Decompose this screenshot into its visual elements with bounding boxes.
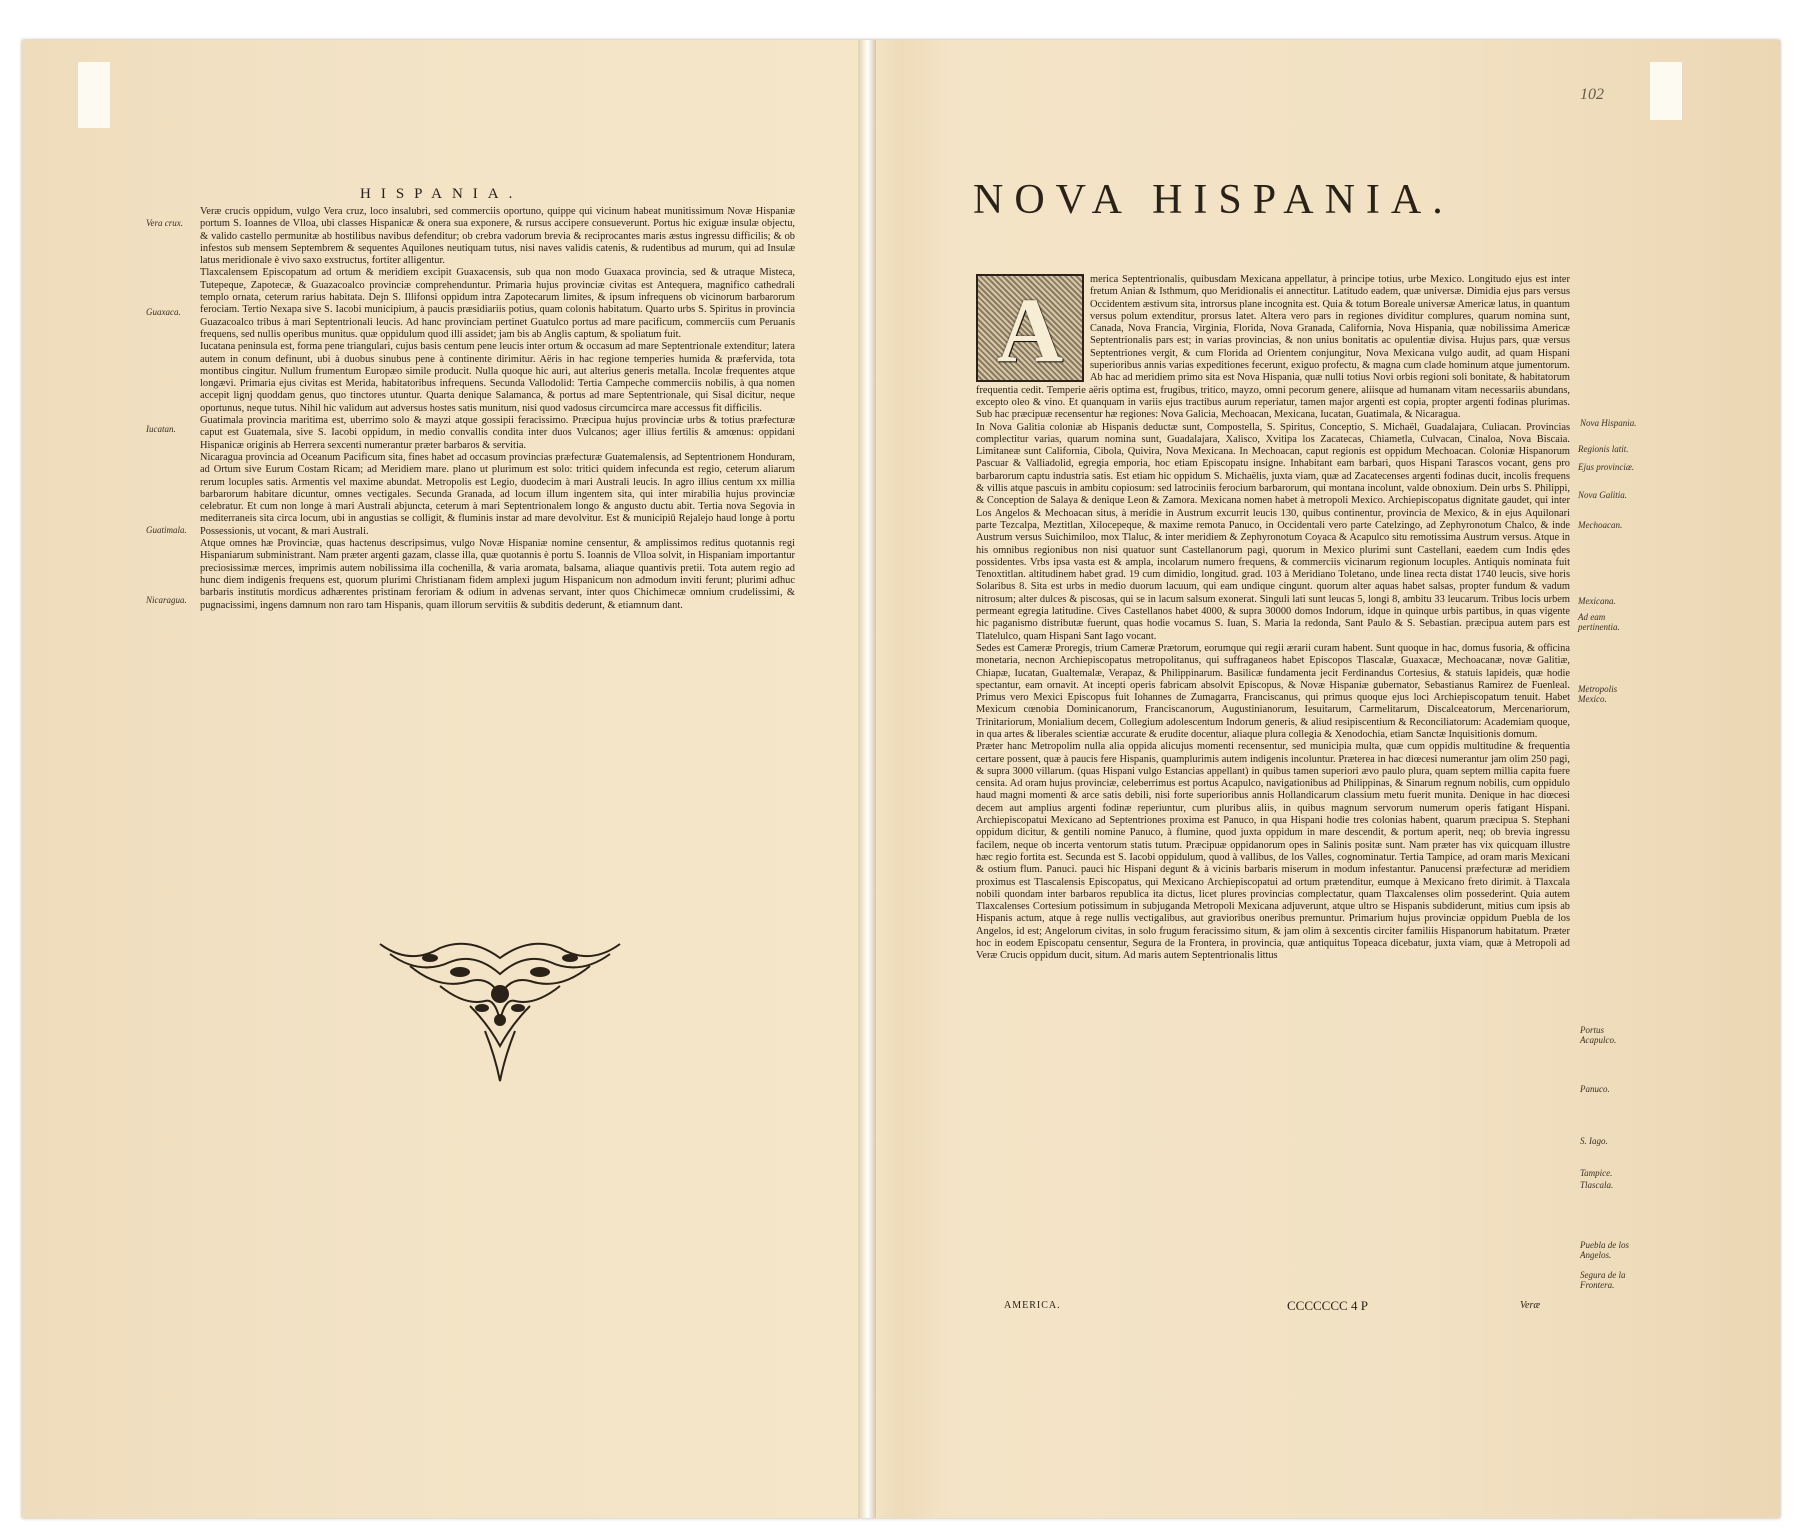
footer-running-title: AMERICA. (1004, 1300, 1061, 1311)
illuminated-initial-letter: A (996, 279, 1064, 381)
paragraph-guaxaca: Tlaxcalensem Episcopatum ad ortum & meridiem excipit Guaxacensis, sub qua non modo Guaxaca provincia, sed & utraque Misteca, Tutepeque, Zapotecæ, & Guazacoalco provinciæ comprehenduntur. Primaria hujus provinciæ civitas est Antequera, magnifico cathedrali templo ornata, ceterum rarius habitata. Dejn S. Illifonsi oppidum intra Zapotecarum limites, & ipsum infrequens ob vicinorum barbarorum ferociam. Tertio Nexapa sive S. Iacobi municipium, à paucis præsidiariis potius, quam colonis habitatum. Quarto urbs S. Spiritus in provincia Guazacoalco tribus à mari Septentrionali leucis. Ad hanc provinciam pertinet Guatulco portus ad mare pacificum, commerciis cum Peruanis frequens, sed nullis operibus munitus. quæ oppidulum quod illi assidet; jam bis ab Anglis captum, & spoliatum fuit. (200, 267, 795, 340)
margin-note: Ad eam pertinentia. (1578, 612, 1620, 632)
margin-note: Tlascala. (1580, 1180, 1614, 1190)
margin-note: Mexicana. (1578, 596, 1616, 606)
margin-note: Tampice. (1580, 1168, 1613, 1178)
margin-note: Guaxaca. (146, 307, 181, 317)
page-title: NOVA HISPANIA. (973, 177, 1454, 223)
paragraph-metropolim: Præter hanc Metropolim nulla alia oppida alicujus momenti recensentur, sed municipia multa, quæ cum oppidis multitudine & frequentia certare possent, quæ à paucis fere Hispanis, quamplurimis autem indigenis incoluntur. Præterea in hac diœcesi numerantur jam olim 250 pagi, & supra 3000 villarum. (quas Hispani vulgo Estancias appellant) in quibus tamen superiori ævo paulo plura, quam septem millia capita fuere censita. Ad oram hujus provinciæ, celeberrimus est portus Acapulco, navigationibus ad Philippinas, & Sinarum regnum nobilis, cum oppidulo haud magni momenti & arce satis debili, nisi forte superioribus annis Hollandicarum classium metu fuerit munita. Denique in hac diœcesi decem aut amplius argenti fodinæ reperiuntur, cum pluribus aliis, in quibus magnum servorum numerum operis fatigant Hispani. Archiepiscopatui Mexicano ad Septentriones proxima est Panuco, in qua Hispani hodie tres colonias habent, quarum præcipua S. Stephani oppidum dicitur, & gentili nomine Panuco, à flumine, quod juxta oppidum in mare descendit, & portum aperit, neq; ob brevia ingressu facilem, neque ob incerta ventorum statis tutum. Præcipuæ oppidanorum opes in Salinis positæ sunt. Nam præter has vix quicquam illustre hæc regio fortita est. Secunda est S. Iacobi oppidulum, quod à vallibus, de los Valles, cognominatur. Tertia Tampice, ad oram maris Mexicani & ostium flum. Panuci. pauci hic Hispani degunt & à vicinis barbaris miserum in modum infestantur. Panucensi præfecturæ ad meridiem proximus est Tlascalensis Episcopatus, qui Mexicano Archiepiscopatui ad ortum prætenditur, eumque à Mexicano freto dirimit. à Tlaxcala nobili quondam inter barbaros republica ita dictus, licet plures provincias complectatur, quam Tlaxcalenses olim possederint. Quia autem Tlaxcalenses Cortesium potissimum in subjuganda Metropoli Mexicana adjuverunt, atque ultro se Hispanis subdiderunt, mitius cum ipsis ab Hispanis actum, atque à rege nullis vectigalibus, aut gravioribus oneribus premuntur. Primarium hujus provinciæ oppidum Puebla de los Angelos, id est; Angelorum civitas, in solo frugum feracissimo situm, & jam olim à sexcentis circiter familiis Hispanorum habitatum. Præter hoc in eodem Episcopatu censentur, Segura de la Frontera, in provincia, quæ antiquitus Topeaca dicebatur, juxta viam, quæ à Metropoli ad Veræ Crucis oppidum ducit, situm. Ad maris autem Septentrionalis littus (976, 741, 1570, 962)
margin-note: Ejus provinciæ. (1578, 462, 1635, 472)
tape-strip-right (1650, 62, 1682, 120)
margin-note: Metropolis Mexico. (1578, 684, 1618, 704)
margin-note: Iucatan. (146, 424, 176, 434)
margin-note: Nova Galitia. (1578, 490, 1627, 500)
tailpiece-ornament (370, 936, 630, 1086)
margin-note: Regionis latit. (1578, 444, 1629, 454)
paragraph-vera-crux: Veræ crucis oppidum, vulgo Vera cruz, loco insalubri, sed commerciis oportuno, quippe qui vicinum habeat munitissimum Novæ Hispaniæ portum S. Ioannes de Vlloa, ubi classes Hispanicæ & onera sua exponere, & rursus accipere consueverunt. Portus hic exiguæ insulæ objectu, & valido castello permunitæ ab hostilibus navibus defenditur; ob crebra vadorum brevia & reciprocantes maris æstus ingressu difficilis; & ob infestos sub mensem Septembrem & sequentes Aquilones neutiquam tutus, nisi naves validis catenis, & rudentibus ad murum, qui ad Insulæ latus meridionale è vivo saxo exstructus, fortiter alligentur. (200, 206, 795, 267)
center-fold (858, 40, 876, 1518)
margin-note: Nicaragua. (146, 595, 187, 605)
tape-strip-left (78, 62, 110, 128)
margin-note: Mechoacan. (1578, 520, 1623, 530)
illuminated-initial (976, 274, 1084, 382)
left-page-header: HISPANIA. (360, 186, 523, 202)
margin-note: Nova Hispania. (1580, 418, 1637, 428)
margin-note: Portus Acapulco. (1580, 1025, 1617, 1045)
paragraph-guatimala: Guatimala provincia maritima est, uberrimo solo & mayzi atque gossipii feracissimo. Præcipua hujus provinciæ urbs & totius præfecturæ caput est Guatemala, sive S. Iacobi oppidum, in medio convallis condita inter duos Vulcanos; ager illius fertilis & amœnus: oppidani Hispanicæ originis ab Herrera sexcenti numerantur præter barbaros & servitia. (200, 415, 795, 451)
margin-note: Panuco. (1580, 1084, 1610, 1094)
margin-note: Puebla de los Angelos. (1580, 1240, 1629, 1260)
paragraph-america-septentrionalis: merica Septentrionalis, quibusdam Mexicana appellatur, à principe totius, urbe Mexico. Longitudo ejus est inter fretum Anian & Isthmum, quo Meridionalis ei annectitur. Latitudo eadem, quæ universæ. Dimidia ejus pars versus Occidentem æstivum sita, introrsus plane incognita est. Quia & totum Boreale universæ Americæ latus, in quantum versus polum extenditur, prorsus latet. Altera vero pars in regiones dividitur complures, quarum nomina sunt, Canada, Nova Francia, Virginia, Florida, Nova Granada, California, Nova Hispania, quæ nobilissima Americæ Septentrionalis pars est; in varias provincias, & non unius bonitatis ac opulentiæ divisa. Hujus pars, quæ versus Septentriones vergit, & cum Florida ad Orientem conjungitur, Nova Mexicana vulgo audit, ad quam Hispani superioribus annis varias expeditiones fecerunt, exiguo profectu, & magna cum clade hominum atque jumentorum. Ab hac ad meridiem primo sita est Nova Hispania, quæ nulli totius Novi orbis regioni soli bonitate, & habitatorum frequentia cedit. Temperie aëris optima est, frugibus, tritico, mayzo, omni pecorum genere, aliisque ad humanam vitam necessariis abundans, excepto oleo & vino. Et quanquam in variis ejus tractibus aurum reperiatur, tamen major argenti est copia, propter argenti fodinas plurimas. Sub hac præcipuæ recensentur hæ regiones: Nova Galicia, Mechoacan, Mexicana, Iucatan, Guatimala, & Nicaragua. (976, 274, 1570, 421)
margin-note: S. Iago. (1580, 1136, 1608, 1146)
margin-note: Segura de la Frontera. (1580, 1270, 1626, 1290)
paragraph-sedes: Sedes est Cameræ Proregis, trium Cameræ Prætorum, eorumque qui regii ærarii curam habent. Sunt quoque in hac, domus fusoria, & officina monetaria, necnon Archiepiscopatus metropolitanus, qui suffraganeos habet Episcopos Tlascalæ, Guaxacæ, Mechoacanæ, novæ Galitiæ, Chiapæ, Iucatan, Gualtemalæ, Verapaz, & Philippinarum. Basilicæ fundamenta jecit Ferdinandus Cortesius, & statuis lapideis, quæ hodie spectantur, eam ornavit. At incepti operis fabricam absolvit Episcopus, & Novæ Hispaniæ gubernator, Sebastianus Ramirez de Fuenleal. Primus vero Mexici Episcopus fuit Iohannes de Zumagarra, Franciscanus, qui primus quoque ejus loci Archiepiscopatum tenuit. Habet Mexicum cœnobia Dominicanorum, Franciscanorum, Augustinianorum, Iesuitarum, Carmelitarum, Discalceatorum, Mercenariorum, Trinitariorum, Monialium decem, Collegium adolescentum Indorum generis, & aliud resipiscentium & Reconciliatorum: Academiam quoque, in qua artes & liberales scientiæ accurate & erudite docentur, aliaque plura collegia & Xenodochia, etiam Sanctæ Inquisitionis domum. (976, 642, 1570, 740)
page-number: 102 (1580, 86, 1604, 103)
paragraph-provinciae: Atque omnes hæ Provinciæ, quas hactenus descripsimus, vulgo Novæ Hispaniæ nomine censentur, & amplissimos reditus quotannis regi Hispaniarum subministrant. Nam præter argenti gazam, classe illa, quæ quotannis è portu S. Ioannis de Vlloa solvit, in Hispaniam importantur preciosissimæ merces, imprimis autem nobilissima illa cochenilla, & varia aromata, balsama, aliaque quantivis pretii. Tota autem regio ad hunc diem indigenis frequens est, quorum plurimi Christianam fidem amplexi jugum Hispanicum non admodum inviti ferunt; plurimi adhuc barbaris institutis mordicus adhærentes pristinam feroriam & odium in advenas servant, inter quos Chichimecæ omnium crudelissimi, & pugnacissimi, ingens damnum non raro tam Hispanis, quam illorum servitiis & subditis dederunt, & etiamnum dant. (200, 538, 795, 611)
paragraph-iucatan: Iucatana peninsula est, forma pene triangulari, cujus basis centum pene leucis inter ortum & occasum ad mare Septentrionale extenditur; latera autem in conum definunt, ubi à duobus sinubus pene à continente dirimitur. Aëris in hac regione temperies humida & præfervida, tota montibus cingitur. Nullum frumentum Europæo simile producit. Nulla quoque hic auri, aut alterius generis metalla. Incolæ frequentes atque longævi. Primaria ejus civitas est Merida, habitatoribus infrequens. Secunda Vallodolid: Tertia Campeche commerciis nobilis, à qua nomen accepit lignj quoddam genus, quo tinctores utuntur. Quarta denique Salamanca, & portus ad mare Septentrionale, qui Sisal dicitur, neque oportunus, neque tutus. Nihil hic validum aut adversus hostes satis munitum, nisi quod vadosus circumcirca mare accessus fit difficilis. (200, 341, 795, 414)
paragraph-nicaragua: Nicaragua provincia ad Oceanum Pacificum sita, fines habet ad occasum provincias præfecturæ Guatemalensis, ad Septentrionem Honduram, ad Ortum sive Eurum Costam Ricam; ad Meridiem mare. plano ut plurimum est solo: tritici quidem infecunda est regio, ceterum aliarum rerum locuples satis. Armentis vel maxime abundat. Metropolis est Legio, duodecim à mari Australi leucis. In agro illius centum xx millia barbarorum habitare dicuntur, omnes vectigales. Secunda Granada, ad locum illum ingentem sita, qui inter mirabilia hujus provinciæ celebratur. Et cum non longe à mari Australi abjuncta, ceterum à mari Septentrionalem longo & angusto ductu abit. Tertia nova Segovia in mediterraneis sita circa locum, ubi in angustias se colligit, & fluminis instar ad mare devolvitur. Est & municipiū Rejalejo haud longe à portu Possessionis, ut vocant, & mari Australi. (200, 451, 795, 537)
footer-signature-mark: CCCCCCC 4 P (1287, 1298, 1368, 1313)
footer-catchword: Veræ (1520, 1300, 1540, 1311)
margin-note: Guatimala. (146, 525, 187, 535)
paragraph-nova-galitia: In Nova Galitia coloniæ ab Hispanis deductæ sunt, Compostella, S. Spiritus, Conceptio, S. Michaël, Guadalajara, Culiacan. Provincias complectitur varias, quarum nomina sunt, Guadalajara, Xalisco, Xvitipa los Zacatecas, Chiametla, Culvacan, Cinaloa, Nova Biscaia. Limitaneæ sunt California, Cibola, Quivira, Nova Mexicana. In Mechoacan, caput regionis est oppidum Mechoacan. Coloniæ Hispanorum Pascuar & Valliadolid, egregia emporia, hoc etiam Episcopatu insigne. Inhabitant eam barbari, quos Hispani Tarascos vocant, gens pro barbarorum captu industria satis. Est etiam hic oppidum S. Michaëlis, juxta viam, quæ ad Zacatecenses argenti fodinas ducit, incolis frequens & villis atque pascuis in ambitu copiosum: sed latrociniis ferocium barbarorum, qui montana incolunt, valde obnoxium. Dein urbs S. Philippi, & Conception de Salaya & denique Leon & Zamora. Mexicana nomen habet à metropoli Mexico. Archiepiscopatus dignitate gaudet, qui inter Los Angelos & Mechoacan situs, à meridie in Austrum excurrit leucis 130, quibus continentur, provincia de Mexico, & in ejus Aquilonari parte Tezcalpa, Meztitlan, Xilocepeque, & maxime remota Panuco, in Occidentali vero parte Catelzingo, ad Zephyronotum Chalco, & inde Austrum versus Suichimiloo, mox Tlaluc, & inter meridiem & Zephyronotum Coyaca & Acapulco situ remotissima Austrum versus. Atque in his omnibus regionibus non nisi quatuor sunt Castellanorum pagi, quorum in Mexico plurimi sunt Castellani, eaedem cum Indis ędes possidentes. Vrbs ipsa vasta est & ampla, incolarum numero frequens, & commerciis vicinarum regionum locuples. Antiquis nominata fuit Tenoxtitlan. altitudinem habet grad. 19 cum dimidio, longitud. grad. 103 à Meridiano Toletano, unde linea recta distat 1740 leucis, sive horis Solaribus 8. Sita est urbs in medio duorum lacuum, qui eam undique cingunt. quorum alter aquas habet salsas, propter fundum & vadum nitrosum; alter dulces & piscosas, qui se in lacum salsum exonerat. Singuli lati sunt leucas 5, longi 8, ambitu 33 leucarum. Tribus locis urbem permeant egregia latitudine. Cives Castellanos habet 4000, & supra 30000 domos Indorum, idque in quinque urbis partibus, in quas vigente hic paganismo distributæ fuerunt, quas hodie vocamus S. Iuan, S. Maria la redonda, Sant Paulo & S. Sebastian. præcipua autem pars est Tlatelulco, quam Hispani Sant Iago vocant. (976, 421, 1570, 642)
left-text-column (200, 206, 795, 612)
right-text-column (976, 274, 1570, 963)
margin-note: Vera crux. (146, 218, 183, 228)
